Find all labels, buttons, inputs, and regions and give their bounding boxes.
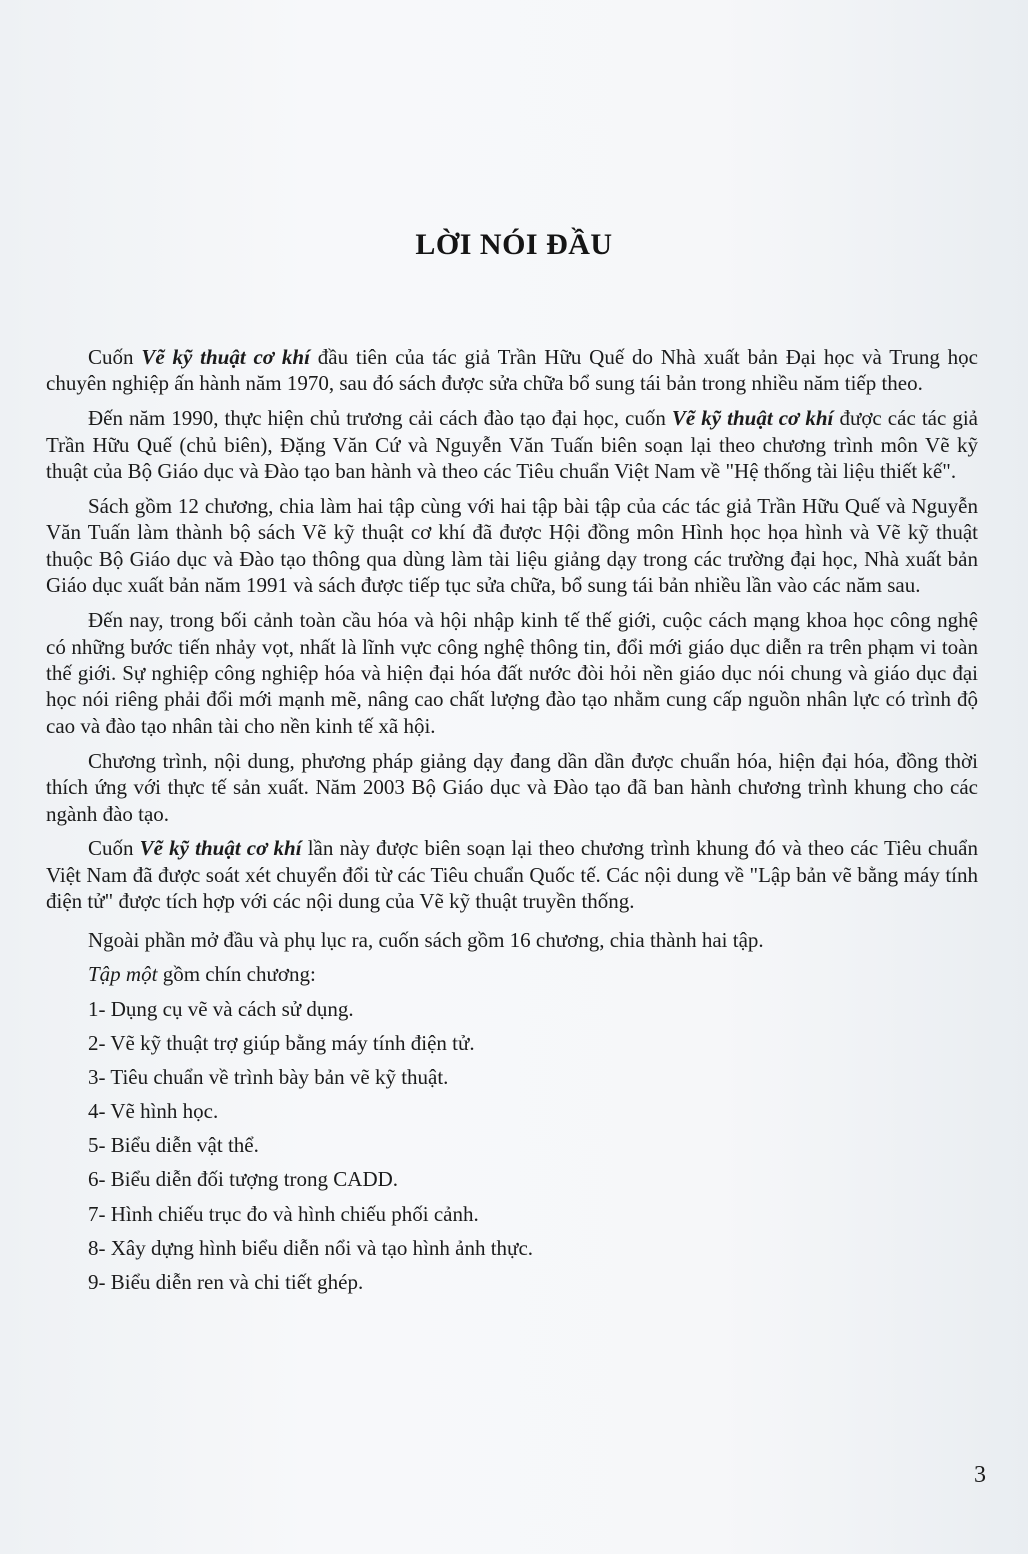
paragraph-4: Đến nay, trong bối cảnh toàn cầu hóa và hội nhập kinh tế thế giới, cuộc cách mạng khoa học công nghệ có những bước tiến nhảy vọt, nhất là lĩnh vực công nghệ thông tin, đổi mới giáo dục diễn ra trên phạm vi toàn thế giới. Sự nghiệp công nghiệp hóa và hiện đại hóa đất nước đòi hỏi nền giáo dục nói chung và giáo dục đại học nói riêng phải đổi mới mạnh mẽ, nâng cao chất lượng đào tạo nhằm cung cấp nguồn nhân lực có trình độ cao và đào tạo nhân tài cho nền kinh tế xã hội.	[46, 608, 978, 738]
chapter-item: 9- Biểu diễn ren và chi tiết ghép.	[88, 1270, 364, 1294]
chapter-item: 6- Biểu diễn đối tượng trong CADD.	[88, 1167, 399, 1192]
paragraph-3: Sách gồm 12 chương, chia làm hai tập cùng với hai tập bài tập của các tác giả Trần Hữu Quế và Nguyễn Văn Tuấn làm thành bộ sách Vẽ kỹ thuật cơ khí đã được Hội đồng môn Hình học họa hình và Vẽ kỹ thuật thuộc Bộ Giáo dục và Đào tạo thông qua dùng làm tài liệu giảng dạy trong các trường đại học, Nhà xuất bản Giáo dục xuất bản năm 1991 và sách được tiếp tục sửa chữa, bổ sung tái bản nhiều lần vào các năm sau.	[46, 494, 978, 598]
paragraph-2: Đến năm 1990, thực hiện chủ trương cải cách đào tạo đại học, cuốn Vẽ kỹ thuật cơ khí được các tác giả Trần Hữu Quế (chủ biên), Đặng Văn Cứ và Nguyễn Văn Tuấn biên soạn lại theo chương trình môn Vẽ kỹ thuật của Bộ Giáo dục và Đào tạo ban hành và theo các Tiêu chuẩn Việt Nam về "Hệ thống tài liệu thiết kế".	[46, 406, 978, 484]
page-title: LỜI NÓI ĐẦU	[415, 228, 613, 261]
chapter-item: 8- Xây dựng hình biểu diễn nổi và tạo hình ảnh thực.	[88, 1235, 534, 1260]
chapter-item: 5- Biểu diễn vật thể.	[88, 1133, 259, 1158]
chapter-item: 3- Tiêu chuẩn về trình bày bản vẽ kỹ thuật.	[88, 1064, 449, 1089]
chapter-item: 2- Vẽ kỹ thuật trợ giúp bằng máy tính điện tử.	[88, 1030, 475, 1055]
paragraph-1: Cuốn Vẽ kỹ thuật cơ khí đầu tiên của tác giả Trần Hữu Quế do Nhà xuất bản Đại học và Trung học chuyên nghiệp ấn hành năm 1970, sau đó sách được sửa chữa bổ sung tái bản trong nhiều năm tiếp theo.	[46, 345, 979, 396]
chapter-item: 7- Hình chiếu trục đo và hình chiếu phối cảnh.	[88, 1201, 479, 1226]
summary-line: Ngoài phần mở đầu và phụ lục ra, cuốn sách gồm 16 chương, chia thành hai tập.	[88, 928, 764, 953]
chapter-item: 1- Dụng cụ vẽ và cách sử dụng.	[88, 996, 354, 1021]
chapter-item: 4- Vẽ hình học.	[88, 1099, 219, 1124]
page-number: 3	[974, 1462, 986, 1488]
paragraph-5: Chương trình, nội dung, phương pháp giảng dạy đang dần dần được chuẩn hóa, hiện đại hóa, đồng thời thích ứng với thực tế sản xuất. Năm 2003 Bộ Giáo dục và Đào tạo đã ban hành chương trình khung cho các ngành đào tạo.	[46, 748, 978, 826]
chapter-list	[46, 992, 978, 1300]
volume-intro: Tập một gồm chín chương:	[88, 962, 316, 987]
paragraph-6: Cuốn Vẽ kỹ thuật cơ khí lần này được biên soạn lại theo chương trình khung đó và theo các Tiêu chuẩn Việt Nam đã được soát xét chuyển đổi từ các Tiêu chuẩn Quốc tế. Các nội dung về "Lập bản vẽ bằng máy tính điện tử" được tích hợp với các nội dung của Vẽ kỹ thuật truyền thống.	[46, 836, 978, 914]
body-text	[46, 344, 978, 1299]
